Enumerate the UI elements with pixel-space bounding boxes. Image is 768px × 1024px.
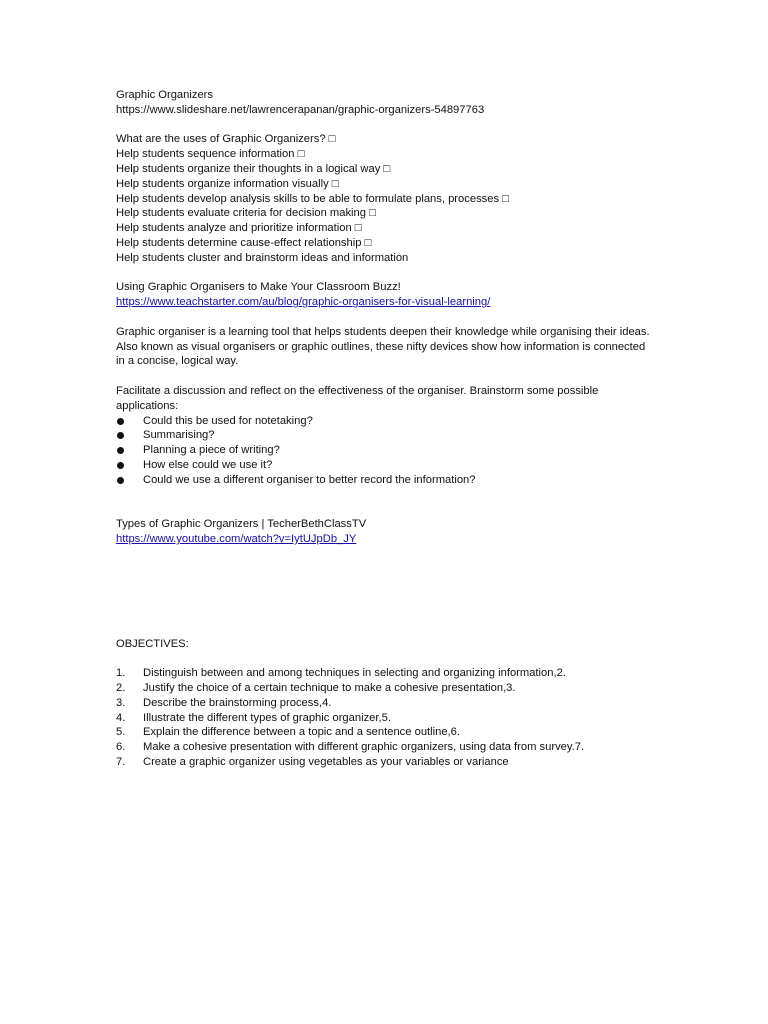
list-item [116, 666, 656, 681]
uses-line: Help students organize their thoughts in a logical way □ [116, 162, 391, 175]
discussion-intro: Facilitate a discussion and reflect on the effectiveness of the organiser. Brainstorm some possible applications: [116, 384, 599, 412]
list-item-text: Distinguish between and among techniques in selecting and organizing information,2. [143, 667, 566, 680]
list-item [116, 711, 656, 726]
section-title-graphic-organizers: Graphic Organizers [116, 89, 213, 101]
objectives-list [116, 666, 656, 770]
list-item [116, 740, 656, 755]
bullet-icon [117, 432, 124, 439]
list-item [116, 696, 656, 711]
list-number: 3. [116, 696, 126, 709]
list-item-text: Describe the brainstorming process,4. [143, 696, 332, 709]
uses-line: Help students determine cause-effect relationship □ [116, 236, 372, 249]
list-item-text: Could we use a different organiser to better record the information? [143, 473, 476, 486]
spacer [116, 266, 656, 281]
list-item-text: How else could we use it? [143, 458, 273, 471]
list-number: 5. [116, 726, 126, 739]
objectives-heading: OBJECTIVES: [116, 637, 189, 650]
section-title-video: Types of Graphic Organizers | TecherBethClassTV [116, 518, 367, 531]
list-number: 6. [116, 741, 126, 754]
uses-line: What are the uses of Graphic Organizers? □ [116, 133, 336, 146]
list-number: 7. [116, 756, 126, 769]
list-item-text: Explain the difference between a topic and a sentence outline,6. [143, 726, 460, 739]
uses-line: Help students develop analysis skills to be able to formulate plans, processes □ [116, 192, 509, 205]
list-number: 1. [116, 667, 126, 680]
list-item [116, 681, 656, 696]
list-item-text: Planning a piece of writing? [143, 444, 280, 457]
applications-list [116, 414, 656, 488]
uses-line: Help students sequence information □ [116, 148, 305, 161]
list-item [116, 458, 656, 473]
youtube-link[interactable]: https://www.youtube.com/watch?v=IytUJpDb_JY [116, 532, 357, 545]
bullet-icon [117, 418, 124, 425]
list-item-text: Justify the choice of a certain technique to make a cohesive presentation,3. [143, 682, 516, 695]
spacer [116, 369, 656, 384]
bullet-icon [117, 477, 124, 484]
list-item-text: Illustrate the different types of graphic organizer,5. [143, 711, 391, 724]
spacer [116, 118, 656, 133]
spacer [116, 310, 656, 325]
list-item-text: Could this be used for notetaking? [143, 414, 313, 427]
bullet-icon [117, 462, 124, 469]
section-title-classroom-buzz: Using Graphic Organisers to Make Your Classroom Buzz! [116, 281, 401, 294]
list-item-text: Summarising? [143, 429, 215, 442]
list-number: 4. [116, 711, 126, 724]
list-item [116, 428, 656, 443]
list-item [116, 443, 656, 458]
list-number: 2. [116, 682, 126, 695]
slideshare-url: https://www.slideshare.net/lawrencerapanan/graphic-organizers-54897763 [116, 103, 485, 116]
teachstarter-link[interactable]: https://www.teachstarter.com/au/blog/graphic-organisers-for-visual-learning/ [116, 296, 491, 309]
list-item-text: Create a graphic organizer using vegetables as your variables or variance [143, 756, 509, 769]
uses-line: Help students organize information visually □ [116, 177, 339, 190]
list-item [116, 755, 656, 770]
list-item-text: Make a cohesive presentation with different graphic organizers, using data from survey.7. [143, 741, 585, 754]
uses-line: Help students evaluate criteria for decision making □ [116, 207, 376, 220]
uses-line: Help students analyze and prioritize information □ [116, 222, 362, 235]
definition-paragraph: Graphic organiser is a learning tool that helps students deepen their knowledge while organising their ideas. Also known as visual organisers or graphic outlines, these nifty devices show how information is connected in a concise, logical way. [116, 325, 650, 368]
uses-line: Help students cluster and brainstorm ideas and information [116, 251, 409, 264]
list-item [116, 725, 656, 740]
list-item [116, 473, 656, 488]
list-item [116, 414, 656, 429]
spacer [116, 547, 656, 637]
bullet-icon [117, 447, 124, 454]
document-page [116, 88, 656, 770]
spacer [116, 502, 656, 517]
spacer [116, 652, 656, 667]
spacer [116, 488, 656, 503]
